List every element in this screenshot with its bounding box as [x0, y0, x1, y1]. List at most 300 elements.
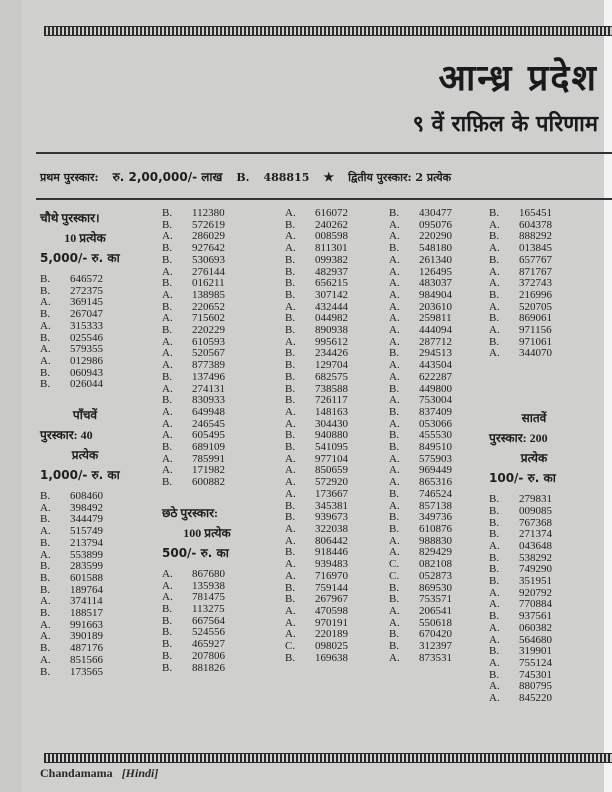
ticket-entry	[389, 255, 479, 267]
ticket-series: B.	[162, 441, 173, 454]
column-2	[162, 208, 252, 674]
ticket-series: B.	[40, 607, 51, 620]
ticket-number: 220229	[192, 324, 225, 337]
ticket-series: B.	[285, 394, 296, 407]
ticket-series: B.	[40, 331, 51, 344]
ticket-number: 837409	[419, 405, 452, 418]
ticket-number: 449800	[419, 382, 452, 395]
fourth-prize-header	[40, 208, 130, 268]
ticket-number: 351951	[519, 575, 552, 588]
ticket-number: 009085	[519, 504, 552, 517]
ticket-entry	[389, 208, 479, 220]
ticket-series: B.	[489, 335, 500, 348]
ticket-number: 008598	[315, 230, 348, 243]
ticket-series: A.	[162, 464, 173, 477]
ticket-number: 520567	[192, 347, 225, 360]
ticket-number: 830933	[192, 394, 225, 407]
ticket-number: 369145	[70, 296, 103, 309]
ticket-series: A.	[489, 324, 500, 337]
ticket-number: 203610	[419, 300, 452, 313]
ticket-number: 322038	[315, 522, 348, 535]
ticket-series: C.	[389, 558, 400, 571]
ticket-entry	[489, 693, 579, 705]
seventh-prize-list	[489, 494, 579, 705]
ticket-entry	[162, 604, 252, 616]
ticket-number: 312397	[419, 640, 452, 653]
ticket-number: 940880	[315, 429, 348, 442]
ticket-number: 016211	[192, 277, 225, 290]
ticket-series: A.	[389, 230, 400, 243]
ticket-number: 189764	[70, 583, 103, 596]
ticket-number: 135938	[192, 579, 225, 592]
ticket-number: 667564	[192, 614, 225, 627]
ticket-number: 749290	[519, 563, 552, 576]
ticket-series: B.	[40, 513, 51, 526]
first-prize-number: 488815	[263, 171, 310, 184]
ticket-number: 279831	[519, 493, 552, 506]
ticket-number: 746524	[419, 487, 452, 500]
ticket-entry	[162, 663, 252, 675]
ticket-number: 670420	[419, 628, 452, 641]
ticket-number: 060943	[70, 366, 103, 379]
ticket-entry	[389, 372, 479, 384]
ticket-entry	[389, 407, 479, 419]
ticket-series: B.	[389, 207, 400, 219]
ticket-series: A.	[162, 382, 173, 395]
ticket-entry	[162, 651, 252, 663]
ticket-entry	[162, 442, 252, 454]
decorative-border-bottom	[44, 753, 612, 763]
ticket-entry	[162, 569, 252, 581]
ticket-entry	[389, 325, 479, 337]
ticket-series: A.	[489, 347, 500, 360]
ticket-series: B.	[389, 487, 400, 500]
ticket-series: A.	[40, 296, 51, 309]
first-prize-series: B.	[236, 171, 250, 184]
ticket-number: 095076	[419, 218, 452, 231]
ticket-series: A.	[389, 499, 400, 512]
ticket-series: B.	[389, 347, 400, 360]
ticket-series: A.	[162, 405, 173, 418]
ticket-entry	[285, 653, 375, 665]
ticket-entry	[285, 255, 375, 267]
first-prize-amount: रु. 2,00,000/- लाख	[112, 170, 223, 184]
ticket-series: A.	[489, 680, 500, 693]
ticket-series: A.	[40, 354, 51, 367]
ticket-series: C.	[389, 569, 400, 582]
ticket-series: A.	[162, 288, 173, 301]
ticket-number: 753571	[419, 593, 452, 606]
ticket-number: 398492	[70, 501, 103, 514]
ticket-number: 274131	[192, 382, 225, 395]
ticket-series: A.	[489, 539, 500, 552]
ticket-number: 656215	[315, 277, 348, 290]
sixth-prize-header	[162, 503, 252, 563]
ticket-number: 604378	[519, 218, 552, 231]
ticket-number: 515749	[70, 525, 103, 538]
ticket-series: B.	[162, 638, 173, 651]
sixth-prize-title: छठे पुरस्कार:	[162, 505, 219, 520]
ticket-entry	[162, 407, 252, 419]
ticket-series: B.	[285, 581, 296, 594]
ticket-number: 374114	[70, 595, 103, 608]
ticket-series: B.	[40, 284, 51, 297]
ticket-number: 487176	[70, 642, 103, 655]
ticket-number: 294513	[419, 347, 452, 360]
ticket-series: A.	[285, 604, 296, 617]
ticket-series: A.	[285, 487, 296, 500]
ticket-number: 988830	[419, 534, 452, 547]
ticket-series: A.	[389, 300, 400, 313]
ticket-series: B.	[40, 583, 51, 596]
ticket-series: B.	[489, 575, 500, 588]
ticket-series: A.	[389, 534, 400, 547]
ticket-entry	[162, 208, 252, 220]
ticket-entry	[285, 407, 375, 419]
ticket-entry	[162, 477, 252, 489]
ticket-series: B.	[162, 218, 173, 231]
ticket-series: A.	[489, 277, 500, 290]
ticket-series: B.	[489, 563, 500, 576]
ticket-series: B.	[162, 242, 173, 255]
ticket-series: B.	[489, 528, 500, 541]
ticket-series: B.	[162, 370, 173, 383]
ticket-series: A.	[389, 370, 400, 383]
ticket-number: 259811	[419, 312, 452, 325]
ticket-series: B.	[489, 516, 500, 529]
ticket-series: B.	[40, 273, 51, 285]
ticket-series: B.	[162, 207, 173, 219]
ticket-number: 541095	[315, 441, 348, 454]
decorative-border-top	[44, 26, 612, 36]
ticket-series: B.	[285, 324, 296, 337]
ticket-number: 113275	[192, 602, 225, 615]
ticket-series: B.	[162, 614, 173, 627]
ticket-series: B.	[40, 665, 51, 678]
fifth-prize-title: पाँचवें	[72, 408, 98, 423]
ticket-entry	[389, 641, 479, 653]
ticket-number: 220189	[315, 628, 348, 641]
top-prizes-line	[40, 168, 606, 185]
ticket-series: A.	[40, 319, 51, 332]
ticket-number: 169638	[315, 651, 348, 664]
ticket-series: A.	[162, 417, 173, 430]
ticket-number: 715602	[192, 312, 225, 325]
ticket-series: A.	[162, 591, 173, 604]
sixth-prize-list-continued	[389, 208, 479, 664]
ticket-entry	[40, 321, 130, 333]
ticket-series: A.	[285, 534, 296, 547]
ticket-series: B.	[285, 429, 296, 442]
ticket-entry	[389, 606, 479, 618]
ticket-number: 851566	[70, 653, 103, 666]
ticket-series: A.	[489, 656, 500, 669]
ticket-number: 920792	[519, 586, 552, 599]
ticket-series: A.	[389, 218, 400, 231]
ticket-series: B.	[162, 476, 173, 489]
divider	[36, 152, 612, 154]
ticket-entry	[285, 489, 375, 501]
ticket-series: B.	[285, 546, 296, 559]
ticket-number: 524556	[192, 626, 225, 639]
ticket-number: 246545	[192, 417, 225, 430]
ticket-series: B.	[162, 394, 173, 407]
ticket-series: B.	[40, 366, 51, 379]
ticket-series: B.	[40, 378, 51, 391]
ticket-number: 099382	[315, 253, 348, 266]
ticket-number: 344070	[519, 347, 552, 360]
ticket-series: B.	[285, 593, 296, 606]
ticket-series: A.	[162, 567, 173, 580]
ticket-series: B.	[285, 347, 296, 360]
ticket-number: 465927	[192, 638, 225, 651]
ticket-series: B.	[389, 429, 400, 442]
ticket-number: 138985	[192, 288, 225, 301]
ticket-number: 188517	[70, 607, 103, 620]
seventh-prize-title: सातवें	[521, 411, 547, 426]
ticket-number: 745301	[519, 668, 552, 681]
ticket-series: A.	[285, 335, 296, 348]
ticket-number: 043648	[519, 539, 552, 552]
fifth-prize-header	[40, 405, 130, 485]
ticket-number: 482937	[315, 265, 348, 278]
ticket-number: 622287	[419, 370, 452, 383]
ticket-entry	[40, 667, 130, 679]
ticket-number: 767368	[519, 516, 552, 529]
ticket-series: C.	[285, 640, 296, 653]
ticket-number: 939483	[315, 558, 348, 571]
ticket-series: A.	[389, 324, 400, 337]
ticket-number: 755124	[519, 656, 552, 669]
ticket-series: A.	[489, 265, 500, 278]
ticket-number: 845220	[519, 692, 552, 705]
ticket-series: A.	[40, 548, 51, 561]
ticket-entry	[40, 608, 130, 620]
ticket-series: A.	[285, 464, 296, 477]
ticket-series: A.	[285, 405, 296, 418]
ticket-series: B.	[162, 277, 173, 290]
ticket-number: 443504	[419, 359, 452, 372]
ticket-number: 646572	[70, 273, 103, 285]
ticket-number: 052873	[419, 569, 452, 582]
ticket-number: 716970	[315, 569, 348, 582]
ticket-series: A.	[389, 546, 400, 559]
ticket-entry	[389, 653, 479, 665]
ticket-number: 165451	[519, 207, 552, 219]
ticket-number: 849510	[419, 441, 452, 454]
ticket-number: 267967	[315, 593, 348, 606]
ticket-series: A.	[389, 616, 400, 629]
ticket-number: 785991	[192, 452, 225, 465]
ticket-series: A.	[389, 253, 400, 266]
ticket-number: 267047	[70, 308, 103, 321]
ticket-series: B.	[162, 300, 173, 313]
ticket-number: 044982	[315, 312, 348, 325]
ticket-series: B.	[389, 511, 400, 524]
ticket-series: B.	[489, 207, 500, 219]
ticket-entry	[489, 658, 579, 670]
ticket-series: A.	[489, 692, 500, 705]
sixth-prize-count: 100 प्रत्येक	[183, 525, 231, 540]
ticket-number: 857138	[419, 499, 452, 512]
ticket-number: 867680	[192, 567, 225, 580]
ticket-number: 390189	[70, 630, 103, 643]
ticket-entry	[489, 541, 579, 553]
ticket-number: 126495	[419, 265, 452, 278]
ticket-number: 877389	[192, 359, 225, 372]
ticket-entry	[40, 274, 130, 286]
ticket-number: 220652	[192, 300, 225, 313]
ticket-series: A.	[489, 242, 500, 255]
ticket-series: B.	[285, 265, 296, 278]
page-edge	[604, 0, 612, 792]
ticket-number: 548180	[419, 242, 452, 255]
ticket-number: 605495	[192, 429, 225, 442]
ticket-number: 601588	[70, 571, 103, 584]
ticket-number: 271374	[519, 528, 552, 541]
fifth-prize-amount: 1,000/- रु. का	[40, 468, 120, 483]
ticket-number: 811301	[315, 242, 348, 255]
ticket-entry	[40, 655, 130, 667]
ticket-number: 600882	[192, 476, 225, 489]
ticket-entry	[285, 208, 375, 220]
fifth-prize-list	[40, 491, 130, 678]
ticket-series: B.	[285, 312, 296, 325]
ticket-series: B.	[489, 312, 500, 325]
ticket-series: A.	[285, 628, 296, 641]
ticket-number: 927642	[192, 242, 225, 255]
ticket-entry	[162, 290, 252, 302]
ticket-series: B.	[162, 324, 173, 337]
ticket-series: A.	[40, 525, 51, 538]
ticket-series: A.	[285, 300, 296, 313]
ticket-entry	[489, 208, 579, 220]
ticket-series: B.	[489, 230, 500, 243]
ticket-entry	[285, 290, 375, 302]
ticket-series: A.	[389, 277, 400, 290]
ticket-series: B.	[389, 522, 400, 535]
ticket-series: B.	[40, 560, 51, 573]
ticket-series: A.	[285, 242, 296, 255]
ticket-entry	[389, 290, 479, 302]
ticket-entry	[285, 524, 375, 536]
ticket-number: 276144	[192, 265, 225, 278]
ticket-series: B.	[162, 602, 173, 615]
ticket-entry	[285, 325, 375, 337]
ticket-series: B.	[489, 288, 500, 301]
ticket-number: 112380	[192, 207, 225, 219]
ticket-series: B.	[285, 288, 296, 301]
ticket-number: 082108	[419, 558, 452, 571]
ticket-series: B.	[285, 370, 296, 383]
ticket-number: 129704	[315, 359, 348, 372]
ticket-number: 649948	[192, 405, 225, 418]
ticket-number: 216996	[519, 288, 552, 301]
ticket-series: A.	[40, 343, 51, 356]
ticket-series: A.	[389, 417, 400, 430]
ticket-series: A.	[162, 312, 173, 325]
ticket-number: 829429	[419, 546, 452, 559]
ticket-series: A.	[389, 651, 400, 664]
sixth-prize-list-continued	[285, 208, 375, 664]
ticket-number: 137496	[192, 370, 225, 383]
ticket-number: 888292	[519, 230, 552, 243]
ticket-series: A.	[285, 417, 296, 430]
ticket-series: A.	[285, 569, 296, 582]
column-1	[40, 208, 130, 678]
ticket-series: A.	[40, 630, 51, 643]
fourth-prize-amount: 5,000/- रु. का	[40, 251, 120, 265]
ticket-entry	[40, 356, 130, 368]
ticket-number: 971061	[519, 335, 552, 348]
page-subtitle: ९ वें राफ़िल के परिणाम	[412, 111, 598, 137]
ticket-series: A.	[285, 558, 296, 571]
ticket-series: B.	[40, 571, 51, 584]
ticket-series: B.	[285, 218, 296, 231]
ticket-number: 013845	[519, 242, 552, 255]
ticket-number: 871767	[519, 265, 552, 278]
ticket-series: A.	[40, 618, 51, 631]
ticket-number: 261340	[419, 253, 452, 266]
footer	[40, 766, 158, 781]
ticket-entry	[489, 623, 579, 635]
ticket-series: B.	[285, 359, 296, 372]
ticket-series: A.	[389, 312, 400, 325]
ticket-series: A.	[285, 230, 296, 243]
ticket-series: B.	[489, 668, 500, 681]
ticket-series: A.	[40, 653, 51, 666]
ticket-series: A.	[162, 265, 173, 278]
ticket-entry	[162, 325, 252, 337]
ticket-entry	[40, 379, 130, 391]
ticket-entry	[489, 348, 579, 360]
ticket-number: 564680	[519, 633, 552, 646]
ticket-number: 483037	[419, 277, 452, 290]
ticket-series: A.	[389, 359, 400, 372]
ticket-number: 432444	[315, 300, 348, 313]
ticket-number: 470598	[315, 604, 348, 617]
fourth-prize-title: चौथे पुरस्कार।	[40, 211, 100, 225]
ticket-number: 608460	[70, 490, 103, 503]
ticket-number: 240262	[315, 218, 348, 231]
ticket-series: B.	[389, 382, 400, 395]
column-3	[285, 208, 375, 664]
seventh-prize-amount: 100/- रु. का	[489, 471, 556, 486]
ticket-number: 171982	[192, 464, 225, 477]
ticket-number: 206541	[419, 604, 452, 617]
ticket-number: 538292	[519, 551, 552, 564]
ticket-entry	[389, 571, 479, 583]
ticket-number: 873531	[419, 651, 452, 664]
ticket-number: 937561	[519, 610, 552, 623]
ticket-series: A.	[389, 604, 400, 617]
ticket-series: A.	[489, 621, 500, 634]
ticket-number: 918446	[315, 546, 348, 559]
ticket-series: B.	[285, 511, 296, 524]
ticket-series: A.	[389, 476, 400, 489]
seventh-prize-count: पुरस्कार: 200	[489, 431, 548, 446]
ticket-number: 430477	[419, 207, 452, 219]
ticket-series: A.	[285, 207, 296, 219]
second-prize-label: द्वितीय पुरस्कार: 2 प्रत्येक	[348, 171, 452, 184]
ticket-number: 207806	[192, 649, 225, 662]
ticket-number: 553899	[70, 548, 103, 561]
ticket-number: 969449	[419, 464, 452, 477]
ticket-number: 220290	[419, 230, 452, 243]
ticket-number: 148163	[315, 405, 348, 418]
ticket-entry	[40, 491, 130, 503]
ticket-number: 349736	[419, 511, 452, 524]
